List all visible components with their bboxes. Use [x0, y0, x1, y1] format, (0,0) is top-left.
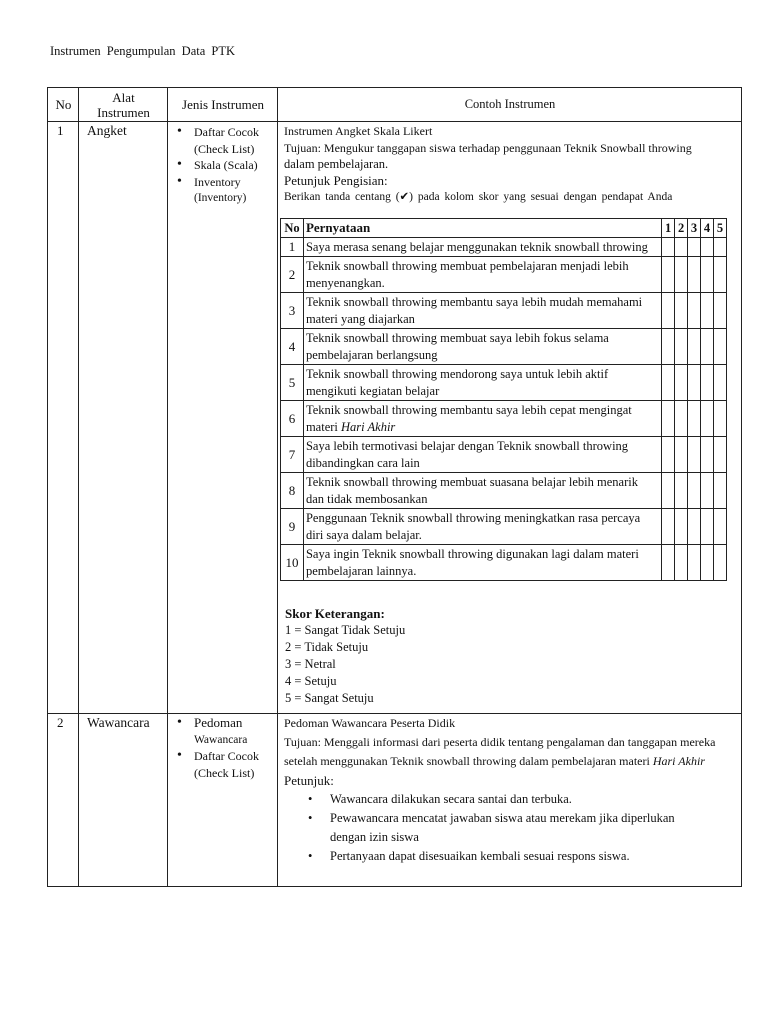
stmt-no: 9	[281, 509, 304, 545]
contoh-petunjuk-text: Berikan tanda centang (✔) pada kolom skor yang sesuai dengan pendapat Anda	[284, 191, 673, 203]
score-cell[interactable]	[675, 401, 688, 437]
contoh-title: Pedoman Wawancara Peserta Didik	[284, 716, 456, 730]
score-cell[interactable]	[662, 437, 675, 473]
row-2-jenis	[168, 715, 278, 781]
score-cell[interactable]	[662, 545, 675, 581]
stmt-no: 8	[281, 473, 304, 509]
score-cell[interactable]	[688, 257, 701, 293]
score-cell[interactable]	[688, 329, 701, 365]
contoh-tujuan-cont: dalam pembelajaran.	[284, 157, 389, 171]
petunjuk-item-cont	[284, 828, 738, 847]
jenis-item: Wawancara	[194, 733, 248, 746]
score-cell[interactable]	[675, 545, 688, 581]
score-cell[interactable]	[675, 293, 688, 329]
score-cell[interactable]	[662, 238, 675, 257]
table-row	[281, 545, 727, 581]
score-cell[interactable]	[675, 257, 688, 293]
score-cell[interactable]	[713, 509, 726, 545]
petunjuk-item-cont-text: dengan izin siswa	[330, 830, 419, 844]
row-1-alat: Angket	[87, 123, 127, 138]
stmt-italic-topic: Hari Akhir	[341, 419, 396, 434]
petunjuk-item: • Pertanyaan dapat disesuaikan kembali sesuai respons siswa.	[284, 847, 738, 866]
stmt-no: 5	[281, 365, 304, 401]
score-cell[interactable]	[688, 293, 701, 329]
score-cell[interactable]	[662, 293, 675, 329]
score-cell[interactable]	[701, 437, 714, 473]
header-jenis-instrumen: Jenis Instrumen	[182, 96, 264, 112]
stmt-text: Saya ingin Teknik snowball throwing digunakan lagi dalam materi pembelajaran lainnya.	[303, 545, 661, 581]
statement-table	[280, 218, 727, 581]
petunjuk-item: • Pewawancara mencatat jawaban siswa atau merekam jika diperlukan	[284, 809, 738, 828]
table-row	[281, 238, 727, 257]
row-2-contoh	[284, 714, 738, 866]
score-cell[interactable]	[675, 238, 688, 257]
score-cell[interactable]	[688, 365, 701, 401]
score-cell[interactable]	[662, 509, 675, 545]
tujuan-text: setelah menggunakan Teknik snowball throwing dalam pembelajaran materi	[284, 754, 650, 768]
skor-item: 1 = Sangat Tidak Setuju	[285, 623, 406, 637]
stmt-header-score: 4	[701, 219, 714, 238]
score-cell[interactable]	[662, 473, 675, 509]
jenis-item: • Skala (Scala)	[168, 157, 278, 174]
stmt-text: Teknik snowball throwing membuat saya lebih fokus selama pembelajaran berlangsung	[303, 329, 661, 365]
score-cell[interactable]	[713, 365, 726, 401]
score-cell[interactable]	[701, 401, 714, 437]
header-alat-instrumen	[79, 88, 168, 121]
header-alat-label: Alat Instrumen	[97, 89, 150, 120]
jenis-item: • Pedoman	[168, 715, 278, 732]
skor-item: 4 = Setuju	[285, 674, 337, 688]
table-row	[281, 473, 727, 509]
stmt-text: Saya merasa senang belajar menggunakan teknik snowball throwing	[303, 238, 661, 257]
stmt-text: Teknik snowball throwing membuat pembelajaran menjadi lebih menyenangkan.	[303, 257, 661, 293]
stmt-header-score: 5	[713, 219, 726, 238]
score-cell[interactable]	[713, 293, 726, 329]
document-header: Instrumen Pengumpulan Data PTK	[50, 44, 236, 58]
row-divider	[48, 121, 741, 122]
jenis-item: • Inventory	[168, 174, 278, 191]
jenis-item: • Daftar Cocok	[168, 124, 278, 141]
score-cell[interactable]	[688, 238, 701, 257]
table-row	[281, 509, 727, 545]
jenis-item: • Daftar Cocok	[168, 748, 278, 765]
stmt-text: Teknik snowball throwing mendorong saya untuk lebih aktif mengikuti kegiatan belajar	[303, 365, 661, 401]
stmt-text: Teknik snowball throwing membantu saya lebih mudah memahami materi yang diajarkan	[303, 293, 661, 329]
stmt-text: Penggunaan Teknik snowball throwing meningkatkan rasa percaya diri saya dalam belajar.	[303, 509, 661, 545]
score-cell[interactable]	[675, 473, 688, 509]
score-cell[interactable]	[713, 473, 726, 509]
stmt-header-pernyataan: Pernyataan	[303, 219, 661, 238]
contoh-petunjuk-label: Petunjuk:	[284, 773, 334, 788]
contoh-title: Instrumen Angket Skala Likert	[284, 124, 433, 138]
jenis-item: (Inventory)	[194, 192, 247, 204]
score-cell[interactable]	[713, 238, 726, 257]
stmt-header-score: 3	[688, 219, 701, 238]
stmt-no: 2	[281, 257, 304, 293]
jenis-item: (Check List)	[194, 141, 255, 156]
table-row	[281, 437, 727, 473]
score-cell[interactable]	[675, 329, 688, 365]
header-contoh-instrumen: Contoh Instrumen	[464, 97, 556, 111]
stmt-header-no: No	[281, 219, 304, 238]
stmt-no: 10	[281, 545, 304, 581]
table-row	[281, 365, 727, 401]
contoh-petunjuk-label: Petunjuk Pengisian:	[284, 172, 388, 188]
row-2-alat: Wawancara	[87, 715, 150, 730]
score-cell[interactable]	[701, 329, 714, 365]
stmt-text: Teknik snowball throwing membuat suasana belajar lebih menarik dan tidak membosankan	[303, 473, 661, 509]
score-cell[interactable]	[713, 545, 726, 581]
column-divider	[78, 88, 79, 886]
stmt-text-with-italic	[303, 401, 661, 437]
table-row	[281, 257, 727, 293]
score-cell[interactable]	[688, 437, 701, 473]
score-cell[interactable]	[688, 509, 701, 545]
skor-item: 5 = Sangat Setuju	[285, 691, 374, 705]
score-cell[interactable]	[713, 257, 726, 293]
score-cell[interactable]	[662, 365, 675, 401]
jenis-item: (Check List)	[194, 765, 255, 780]
petunjuk-item: • Wawancara dilakukan secara santai dan terbuka.	[284, 790, 738, 809]
row-1-jenis	[168, 124, 278, 207]
row-1-contoh	[284, 123, 736, 206]
score-cell[interactable]	[701, 509, 714, 545]
score-cell[interactable]	[675, 437, 688, 473]
stmt-no: 1	[281, 238, 304, 257]
score-cell[interactable]	[713, 401, 726, 437]
skor-item: 2 = Tidak Setuju	[285, 640, 369, 654]
stmt-no: 7	[281, 437, 304, 473]
score-cell[interactable]	[701, 238, 714, 257]
score-cell[interactable]	[662, 401, 675, 437]
stmt-no: 3	[281, 293, 304, 329]
skor-item: 3 = Netral	[285, 657, 336, 671]
stmt-text: Teknik snowball throwing membantu saya lebih cepat mengingat materi	[305, 402, 632, 434]
score-cell[interactable]	[688, 401, 701, 437]
row-2-no: 2	[57, 715, 64, 730]
score-cell[interactable]	[701, 545, 714, 581]
score-cell[interactable]	[701, 473, 714, 509]
score-cell[interactable]	[662, 257, 675, 293]
instrument-table	[47, 87, 742, 887]
skor-title: Skor Keterangan:	[285, 606, 385, 621]
score-cell[interactable]	[701, 293, 714, 329]
row-1-no: 1	[57, 123, 64, 138]
score-cell[interactable]	[701, 365, 714, 401]
score-cell[interactable]	[675, 365, 688, 401]
score-cell[interactable]	[713, 437, 726, 473]
table-row	[281, 329, 727, 365]
score-cell[interactable]	[688, 473, 701, 509]
score-cell[interactable]	[662, 329, 675, 365]
skor-keterangan	[285, 605, 725, 707]
score-cell[interactable]	[701, 257, 714, 293]
petunjuk-list	[284, 790, 738, 866]
table-row	[281, 293, 727, 329]
tujuan-italic-topic: Hari Akhir	[652, 754, 705, 768]
contoh-tujuan-cont	[284, 752, 738, 771]
contoh-tujuan: Tujuan: Menggali informasi dari peserta didik tentang pengalaman dan tanggapan mereka	[284, 735, 716, 749]
contoh-tujuan: Tujuan: Mengukur tanggapan siswa terhadap penggunaan Teknik Snowball throwing	[284, 140, 692, 155]
stmt-text: Saya lebih termotivasi belajar dengan Teknik snowball throwing dibandingkan cara lain	[303, 437, 661, 473]
header-no: No	[55, 96, 72, 112]
stmt-header-score: 2	[675, 219, 688, 238]
stmt-no: 4	[281, 329, 304, 365]
score-cell[interactable]	[713, 329, 726, 365]
score-cell[interactable]	[675, 509, 688, 545]
stmt-no: 6	[281, 401, 304, 437]
table-row	[281, 401, 727, 437]
score-cell[interactable]	[688, 545, 701, 581]
stmt-header-score: 1	[662, 219, 675, 238]
